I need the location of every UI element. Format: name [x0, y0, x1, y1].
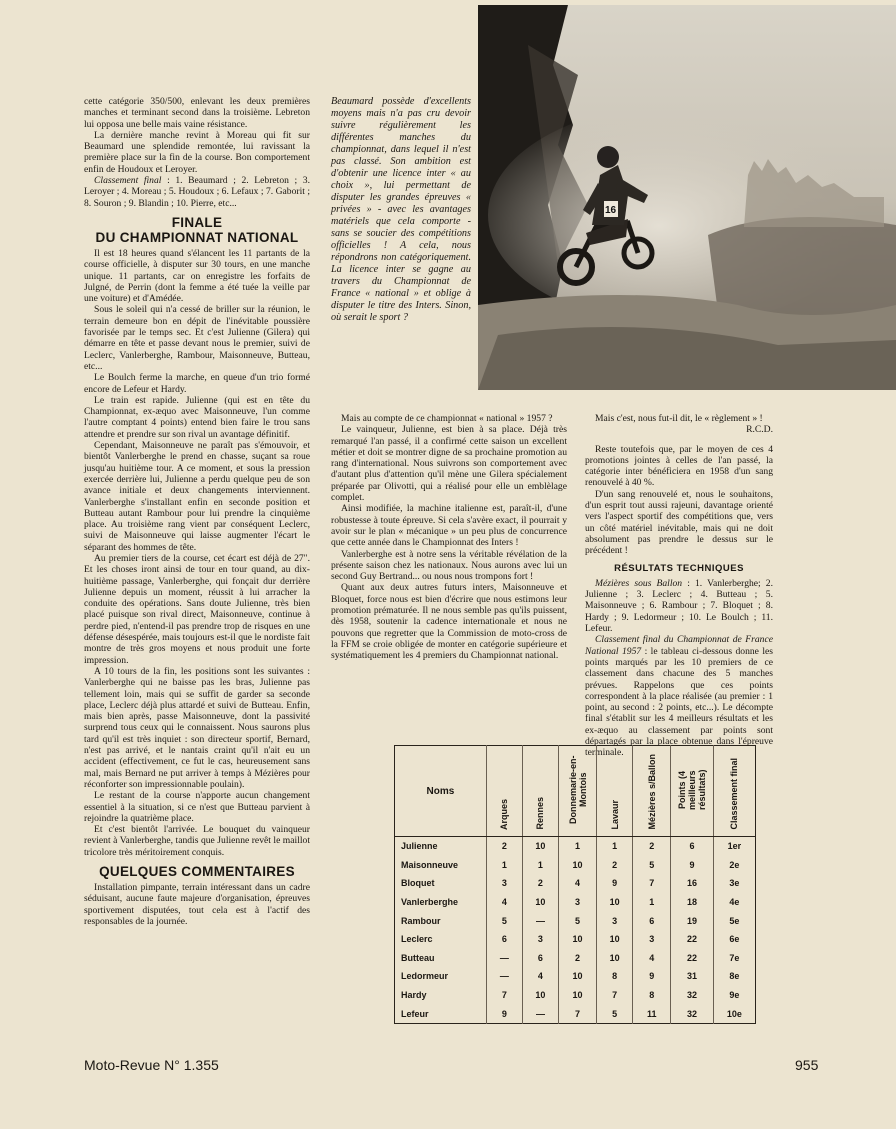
table-cell: 3 [522, 930, 558, 949]
column-header: Lavaur [597, 746, 633, 837]
paragraph: Vanlerberghe est à notre sens la véritable révélation de la présente saison chez les nationaux. Nous aurons avec lui un second Guy Bertrand... ou nous nous trompons fort ! [331, 548, 567, 583]
paragraph: Il est 18 heures quand s'élancent les 11 partants de la course officielle, à disputer sur 30 tours, en une manche unique. 11 partants, car on enregistre les forfaits de Julgné, de Perrin (dont la femme a été tuée la veille par une voiture) et d'Amédée. [84, 247, 310, 305]
table-row [395, 967, 756, 986]
paragraph: Le train est rapide. Julienne (qui est en tête du Championnat, ex-æquo avec Maisonneuve, l'un comme l'autre comptant 4 points) entend bien faire le trou sans attendre et prendre sur son rival un avantage définitif. [84, 394, 310, 440]
number-plate: 16 [605, 205, 617, 216]
table-cell: 32 [671, 1004, 713, 1023]
table-cell: 4 [558, 874, 596, 893]
section-heading [84, 215, 310, 245]
column-2 [331, 413, 567, 662]
table-cell: 2 [633, 837, 671, 856]
page-number: 955 [795, 1057, 819, 1073]
table-cell: 3 [558, 893, 596, 912]
table-cell: — [522, 911, 558, 930]
paragraph: A 10 tours de la fin, les positions sont les suivantes : Vanlerberghe qui ne baisse pas les bras, Julienne pas tellement loin, mais qui se suffit de garder sa seconde place, Leclerc déjà plus attardé et suivi de Butteau. Enfin, mais bien après, passe Maisonneuve, dont la passivité surprend tous ceux qui le connaissent. Nous saurons plus tard qu'il est très inquiet : son directeur sportif, Bernard, n'est pas arrivé, et le nantais craint qu'il n'ait eu un accident (effectivement, ce fut le cas, heureusement sans mal, mais Bernard ne put arriver à temps à Mézières pour réconforter son impressionnable poulain). [84, 665, 310, 790]
paragraph: Au premier tiers de la course, cet écart est déjà de 27". Et les choses iront ainsi de tour en tour quand, au dix-huitième passage, Vanlerberghe, qui fonçait dur derrière Julienne depuis un moment, réussit à lui arracher la conduite des opérations. Sans doute Julienne, très bien placé puisque son rival direct, Maisonneuve, continue à perdre pied, n'entend-il pas prendre trop de risques en une défense désespérée, mais toujours est-il que le nordiste fait montre de très gros moyens et nous produit une forte impression. [84, 552, 310, 666]
heading-line: DU CHAMPIONNAT NATIONAL [95, 229, 299, 245]
motocross-rider-image [478, 5, 896, 390]
table-cell: 7 [597, 986, 633, 1005]
table-cell: 9 [597, 874, 633, 893]
paragraph: Quant aux deux autres futurs inters, Maisonneuve et Bloquet, force nous est bien d'écrire que nous estimons leur promotion prématurée. Il ne nous semble pas qu'ils puissent, dès 1958, soutenir la cadence internationale et nous ne pouvons que regretter que la Commission de moto-cross de la FFM se croie obligée de monter en catégorie supérieure et systématiquement les 4 premiers du Championnat national. [331, 582, 567, 662]
table-cell: 19 [671, 911, 713, 930]
table-cell: 1 [633, 893, 671, 912]
table-cell: 6 [633, 911, 671, 930]
column-header: Classement final [713, 746, 755, 837]
table-cell: 3 [633, 930, 671, 949]
table-row [395, 949, 756, 968]
rider-name-cell: Julienne [395, 837, 487, 856]
paragraph: Le restant de la course n'apporte aucun changement essentiel à la situation, si ce n'est que Butteau parvient à rejoindre la quatrième place. [84, 790, 310, 824]
paragraph: Installation pimpante, terrain intéressant dans un cadre séduisant, aucune faute majeure d'organisation, épreuves sportivement disputées, tout cela est à l'actif des responsables de la journée. [84, 882, 310, 927]
table-cell: 4 [486, 893, 522, 912]
paragraph: Mais c'est, nous fut-il dit, le « règlement » ! [595, 413, 763, 424]
table-cell: 1er [727, 841, 742, 852]
table-cell: 9 [633, 967, 671, 986]
table-cell: 2 [597, 856, 633, 875]
label: Classement final [94, 175, 162, 187]
results-table [394, 745, 756, 1024]
rider-name-cell: Maisonneuve [395, 856, 487, 875]
table-cell: 6 [486, 930, 522, 949]
paragraph: Reste toutefois que, par le moyen de ces 4 promotions jointes à celles de l'an passé, la catégorie inter bénéficiera en 1958 d'un sang renouvelé à 40 %. [585, 443, 773, 489]
table-cell: 3e [729, 878, 740, 889]
table-cell: 32 [671, 986, 713, 1005]
column-header: Noms [395, 746, 487, 837]
table-row [395, 874, 756, 893]
text: : 1. Vanlerberghe; 2. Julienne ; 3. Leclerc ; 4. Butteau ; 5. Maisonneuve ; 6. Rambour ; 7. Bloquet ; 8. Hardy ; 9. Ledormeur ; 10. Le Boulch ; 11. Lefeur. [585, 577, 773, 635]
table-cell: 5e [729, 915, 740, 926]
heading-line: FINALE [171, 214, 223, 230]
magazine-issue: Moto-Revue N° 1.355 [84, 1057, 219, 1073]
table-body [395, 837, 756, 1024]
column-header: Points (4 meilleurs résultats) [671, 746, 713, 837]
table-row [395, 930, 756, 949]
table-cell: 5 [486, 911, 522, 930]
table-cell: 2e [729, 859, 740, 870]
table-row [395, 911, 756, 930]
paragraph: Le vainqueur, Julienne, est bien à sa place. Déjà très remarqué l'an passé, il a confirmé cette saison un excellent métier et doit se montrer digne de sa prochaine promotion au rang d'international. Nous suivrons son comportement avec d'autant plus d'attention qu'il mène une Gilera spécialement préparée par Olivotti, qui a réalisé pour elle un emblèlage complet. [331, 424, 567, 504]
table-cell: 2 [486, 837, 522, 856]
table-cell: 8 [633, 986, 671, 1005]
table-cell: — [486, 967, 522, 986]
paragraph: Ainsi modifiée, la machine italienne est, paraît-il, d'une robustesse à toute épreuve. Si cela s'avère exact, il pourrait y avoir sur le plan « mécanique » un peu plus de concurrence que cette année dans le Championnat des Inters ! [331, 503, 567, 549]
label: Classement final du Championnat de France National 1957 [585, 634, 773, 657]
table-row [395, 837, 756, 856]
table-cell: 10 [522, 986, 558, 1005]
rider-name-cell: Vanlerberghe [395, 893, 487, 912]
table-cell: 22 [671, 930, 713, 949]
table-cell: 9e [729, 990, 740, 1001]
table-cell: 10 [558, 967, 596, 986]
table-row [395, 856, 756, 875]
paragraph: D'un sang renouvelé et, nous le souhaitons, d'un esprit tout aussi rajeuni, davantage orienté vers l'aspect sportif des compétitions que, vers un côté matériel inévitable, mais qui ne doit absolument pas prendre le dessus sur le précédent ! [585, 488, 773, 557]
table-cell: 10 [522, 837, 558, 856]
table-row [395, 893, 756, 912]
rider-name-cell: Leclerc [395, 930, 487, 949]
rider-name-cell: Rambour [395, 911, 487, 930]
table-cell: 4 [633, 949, 671, 968]
table-cell: 7 [558, 1004, 596, 1023]
signature: R.C.D. [746, 424, 773, 436]
table-cell: 5 [558, 911, 596, 930]
table-cell: 7 [633, 874, 671, 893]
column-header: Donnemarie-en-Montois [558, 746, 596, 837]
table-cell: 10 [597, 893, 633, 912]
rider-name-cell: Ledormeur [395, 967, 487, 986]
table-cell: 10e [726, 1008, 742, 1019]
table-cell: 7e [729, 952, 740, 963]
label: Mézières sous Ballon [595, 577, 683, 589]
table-cell: 5 [633, 856, 671, 875]
column-header: Arques [486, 746, 522, 837]
paragraph [84, 175, 310, 209]
table-cell: 22 [671, 949, 713, 968]
table-cell: 10 [597, 949, 633, 968]
paragraph: Cependant, Maisonneuve ne paraît pas s'émouvoir, et bientôt Vanlerberghe le prend en chasse, suçant sa roue jusqu'au huitième tour. A ce moment, et sous la pression exercée derrière lui, Julienne a perdu quelque peu de son avance initiale et deux changements interviennent. Vanlerberghe s'installant enfin en seconde position et Butteau autant Rambour pour lui prendre la cinquième place. Au troisième rang vient par conséquent Leclerc, suivi de Maisonneuve qui laisse augmenter l'écart le séparant des hommes de tête. [84, 440, 310, 553]
column-3 [585, 413, 773, 759]
table-cell: 3 [597, 911, 633, 930]
column-1 [84, 96, 310, 927]
table-cell: 4 [522, 967, 558, 986]
table-cell: 9 [671, 856, 713, 875]
table-cell: 2 [522, 874, 558, 893]
race-photo [478, 5, 896, 390]
rider-name-cell: Hardy [395, 986, 487, 1005]
table-cell: — [522, 1004, 558, 1023]
paragraph: Beaumard possède d'excellents moyens mais n'a pas cru devoir suivre régulièrement les différentes manches du championnat, dans lequel il n'est pas classé. Son ambition est d'obtenir une licence inter « au choix », lui permettant de disputer les grandes épreuves « privées » - avec les avantages matériels que cela comporte - sans se soucier des compétitions officielles ! A cela, nous répondrons non catégoriquement. La licence inter se gagne au travers du Championnat de France « national » et oblige à disputer le titre des Inters. Sinon, où serait le sport ? [331, 96, 471, 323]
table-cell: 10 [522, 893, 558, 912]
table-cell: 16 [671, 874, 713, 893]
table-cell: 1 [486, 856, 522, 875]
table-cell: 4e [729, 897, 740, 908]
table-row [395, 986, 756, 1005]
table-row [395, 1004, 756, 1023]
rider-name-cell: Butteau [395, 949, 487, 968]
table-cell: 10 [597, 930, 633, 949]
paragraph: cette catégorie 350/500, enlevant les deux premières manches et terminant second dans la troisième. Lebreton lui opposa une belle mais vaine résistance. [84, 96, 310, 130]
table-cell: 1 [522, 856, 558, 875]
rider-name-cell: Bloquet [395, 874, 487, 893]
column-header: Rennes [522, 746, 558, 837]
table-cell: 10 [558, 986, 596, 1005]
paragraph: Le Boulch ferme la marche, en queue d'un trio formé encore de Lefeur et Hardy. [84, 372, 310, 395]
table-cell: 2 [558, 949, 596, 968]
paragraph: La dernière manche revint à Moreau qui fit sur Beaumard une splendide remontée, lui ravissant la première place sur la fin de la course. Bon comportement enfin de Houdoux et Leroyer. [84, 129, 310, 175]
table-cell: — [486, 949, 522, 968]
paragraph [585, 578, 773, 634]
column-header: Mézières s/Ballon [633, 746, 671, 837]
section-heading: QUELQUES COMMENTAIRES [99, 864, 295, 879]
text: : le tableau ci-dessous donne les points marqués par les 10 premiers de ce classement dans chacune des 5 manches prévues. Rappelons que ces points correspondent à la place réalisée (au premier : 1 point, au second : 2 points, etc...). Le décompte final s'établit sur les 4 meilleurs résultats et les ex-æquo au classement par points sont départagés par la place obtenue dans l'épreuve terminale. [585, 645, 774, 759]
column-2-top [331, 96, 471, 324]
table-cell: 6 [522, 949, 558, 968]
table-cell: 1 [558, 837, 596, 856]
section-heading: RÉSULTATS TECHNIQUES [614, 562, 744, 574]
table-cell: 3 [486, 874, 522, 893]
table-cell: 10 [558, 856, 596, 875]
table-cell: 10 [558, 930, 596, 949]
table-cell: 7 [486, 986, 522, 1005]
table-cell: 9 [486, 1004, 522, 1023]
paragraph: Sous le soleil qui n'a cessé de briller sur la réunion, le terrain demeure bon en dépit de l'inévitable poussière favorisée par le temps sec. Et c'est Julienne (Gilera) qui démarre en tête et passe devant nous le premier, suivi de Leclerc, Vanlerberghe, Rambour, Maisonneuve, Butteau, etc... [84, 304, 310, 372]
paragraph [585, 634, 773, 758]
table-cell: 6e [729, 934, 740, 945]
table-cell: 11 [633, 1004, 671, 1023]
table-cell: 18 [671, 893, 713, 912]
table-cell: 6 [671, 837, 713, 856]
table-cell: 31 [671, 967, 713, 986]
table-header-row [395, 746, 756, 837]
table-cell: 8e [729, 971, 740, 982]
table-cell: 5 [597, 1004, 633, 1023]
text: : 1. Beaumard ; 2. Lebreton ; 3. Leroyer ; 4. Moreau ; 5. Houdoux ; 6. Lefaux ; 7. Gaborit ; 8. Souron ; 9. Blandin ; 10. Pierre, etc... [84, 175, 310, 209]
table-cell: 8 [597, 967, 633, 986]
table-cell: 1 [597, 837, 633, 856]
rider-name-cell: Lefeur [395, 1004, 487, 1023]
paragraph: Et c'est bientôt l'arrivée. Le bouquet du vainqueur revient à Vanlerberghe, tandis que Julienne revêt le maillot tricolore très méritoirement conquis. [84, 824, 310, 858]
paragraph: Mais au compte de ce championnat « national » 1957 ? [341, 413, 553, 424]
